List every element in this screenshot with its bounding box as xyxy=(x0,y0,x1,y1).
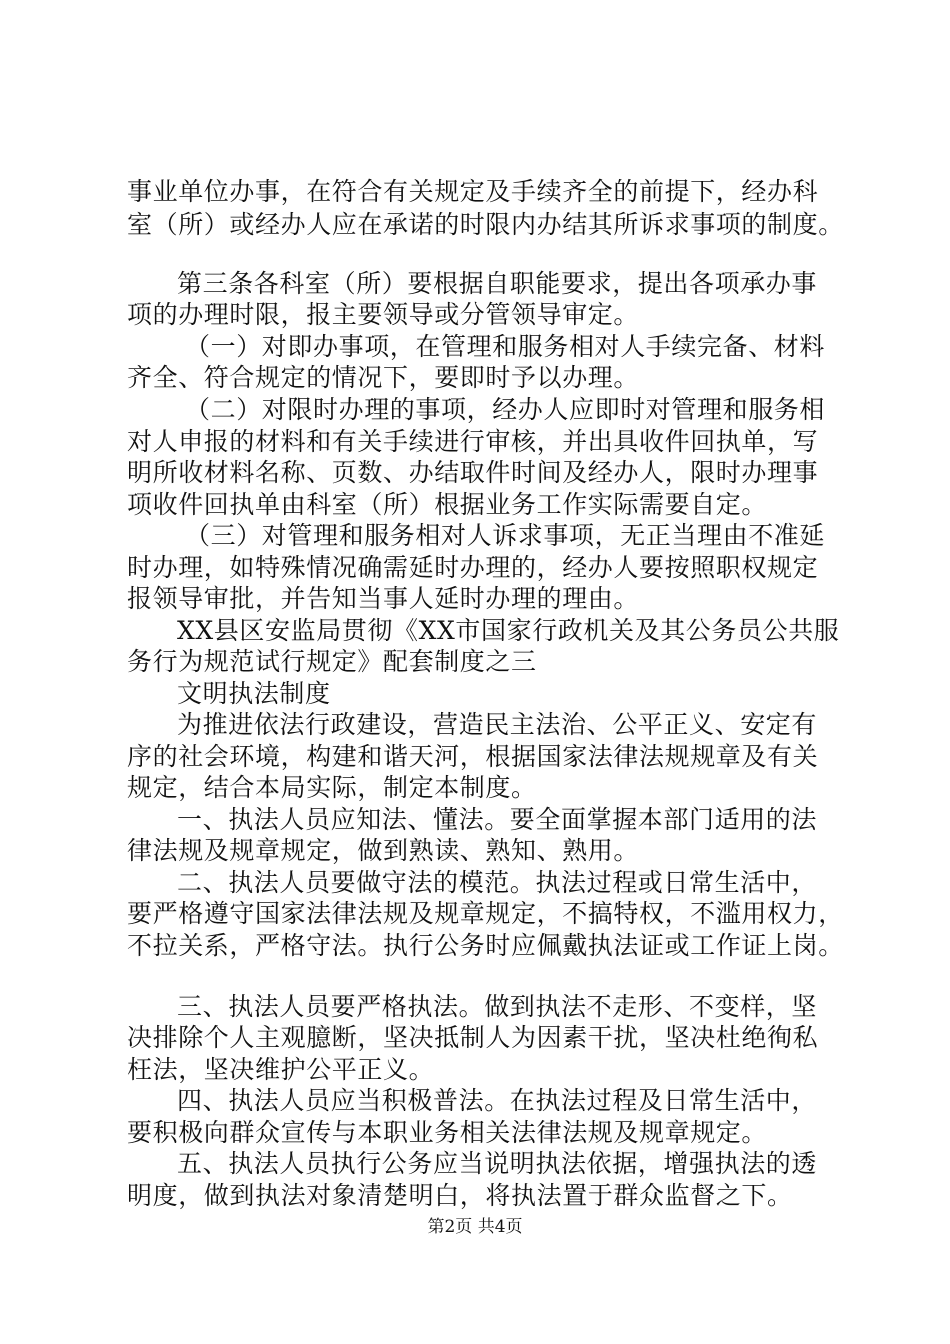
paragraph-line: XX县区安监局贯彻《XX市国家行政机关及其公务员公共服 xyxy=(177,616,840,645)
paragraph-line: 室（所）或经办人应在承诺的时限内办结其所诉求事项的制度。 xyxy=(127,210,844,239)
paragraph-line: 对人申报的材料和有关手续进行审核，并出具收件回执单，写 xyxy=(127,427,819,456)
paragraph-line: 要严格遵守国家法律法规及规章规定，不搞特权，不滥用权力， xyxy=(127,899,844,928)
paragraph-line: 规定，结合本局实际，制定本制度。 xyxy=(127,773,537,802)
paragraph-line: （一）对即办事项，在管理和服务相对人手续完备、材料 xyxy=(185,332,826,361)
paragraph-line: 明所收材料名称、页数、办结取件时间及经办人，限时办理事 xyxy=(127,458,819,487)
paragraph-line: 要积极向群众宣传与本职业务相关法律法规及规章规定。 xyxy=(127,1118,768,1147)
paragraph-line: 项的办理时限，报主要领导或分管领导审定。 xyxy=(127,300,640,329)
paragraph-line: 齐全、符合规定的情况下，要即时予以办理。 xyxy=(127,363,640,392)
paragraph-line: 项收件回执单由科室（所）根据业务工作实际需要自定。 xyxy=(127,490,768,519)
paragraph-line: 为推进依法行政建设，营造民主法治、公平正义、安定有 xyxy=(177,710,818,739)
paragraph-line: 二、执法人员要做守法的模范。执法过程或日常生活中， xyxy=(177,868,818,897)
paragraph-line: 一、执法人员应知法、懂法。要全面掌握本部门适用的法 xyxy=(177,805,818,834)
page-number-footer: 第2页 共4页 xyxy=(427,1217,523,1237)
paragraph-line: 律法规及规章规定，做到熟读、熟知、熟用。 xyxy=(127,836,640,865)
paragraph-line: 第三条各科室（所）要根据自职能要求，提出各项承办事 xyxy=(177,269,818,298)
paragraph-line: （二）对限时办理的事项，经办人应即时对管理和服务相 xyxy=(185,395,826,424)
section-title: 文明执法制度 xyxy=(177,679,331,708)
paragraph-line: 事业单位办事，在符合有关规定及手续齐全的前提下，经办科 xyxy=(127,177,819,206)
paragraph-line: 四、执法人员应当积极普法。在执法过程及日常生活中， xyxy=(177,1086,818,1115)
paragraph-line: 时办理，如特殊情况确需延时办理的，经办人要按照职权规定 xyxy=(127,553,819,582)
paragraph-line: 务行为规范试行规定》配套制度之三 xyxy=(127,647,537,676)
paragraph-line: 三、执法人员要严格执法。做到执法不走形、不变样，坚 xyxy=(177,992,818,1021)
paragraph-line: 序的社会环境，构建和谐天河，根据国家法律法规规章及有关 xyxy=(127,742,819,771)
paragraph-line: （三）对管理和服务相对人诉求事项，无正当理由不准延 xyxy=(185,521,826,550)
paragraph-line: 枉法，坚决维护公平正义。 xyxy=(127,1055,435,1084)
paragraph-line: 决排除个人主观臆断，坚决抵制人为因素干扰，坚决杜绝徇私 xyxy=(127,1023,819,1052)
paragraph-line: 报领导审批，并告知当事人延时办理的理由。 xyxy=(127,584,640,613)
paragraph-line: 不拉关系，严格守法。执行公务时应佩戴执法证或工作证上岗。 xyxy=(127,931,844,960)
paragraph-line: 五、执法人员执行公务应当说明执法依据，增强执法的透 xyxy=(177,1149,818,1178)
paragraph-line: 明度，做到执法对象清楚明白，将执法置于群众监督之下。 xyxy=(127,1181,793,1210)
